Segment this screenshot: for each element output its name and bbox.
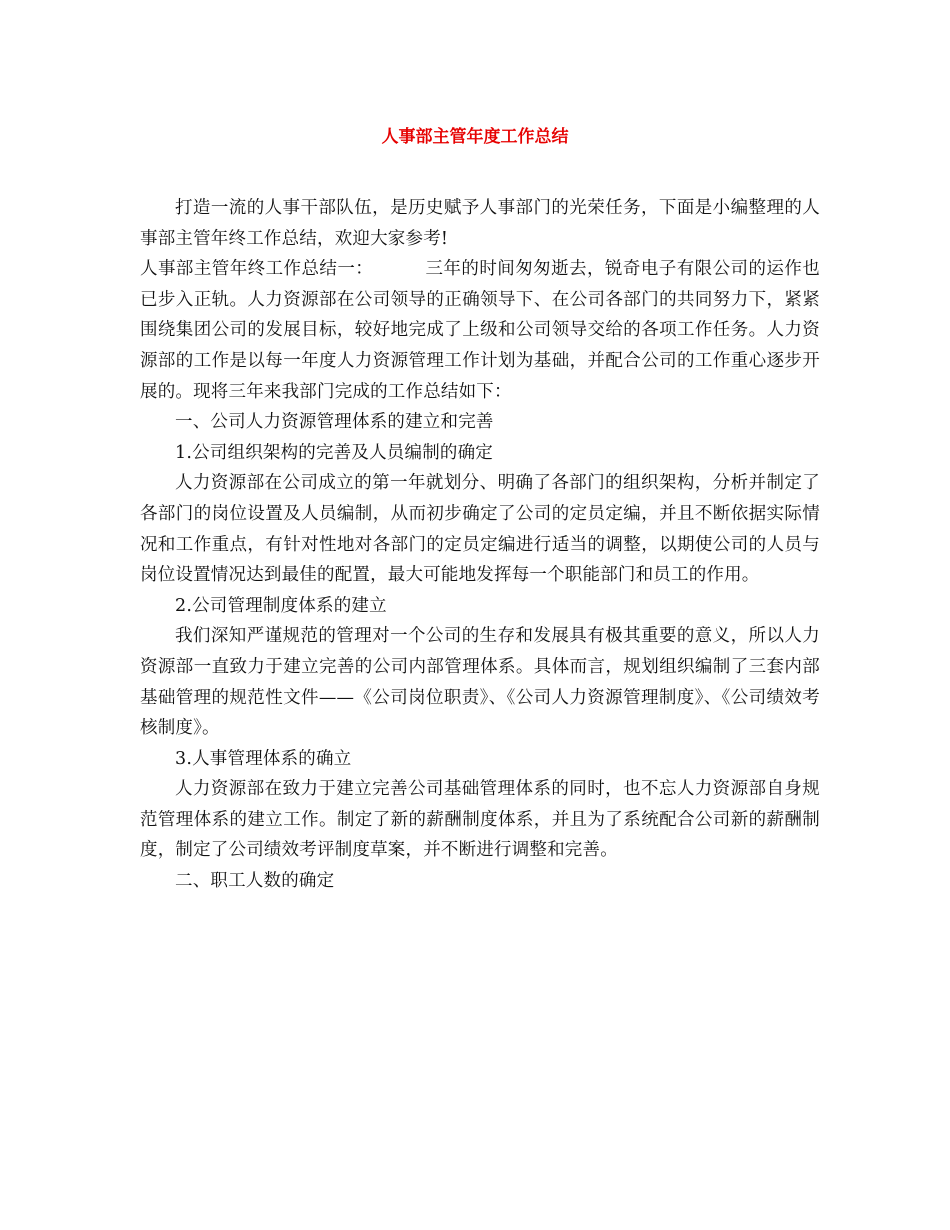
summary-heading: 人事部主管年终工作总结一： xyxy=(140,259,374,280)
subsection-heading-1: 1.公司组织架构的完善及人员编制的确定 xyxy=(175,442,493,463)
section-heading-2: 二、职工人数的确定 xyxy=(175,871,335,892)
document-body xyxy=(140,193,820,897)
subsection-heading-3: 3.人事管理体系的确立 xyxy=(175,748,352,769)
subsection-paragraph-1: 人力资源部在公司成立的第一年就划分、明确了各部门的组织架构，分析并制定了各部门的岗位设置及人员编制，从而初步确定了公司的定员定编，并且不断依据实际情况和工作重点，有针对性地对各部门的定员定编进行适当的调整，以期使公司的人员与岗位设置情况达到最佳的配置，最大可能地发挥每一个职能部门和员工的作用。 xyxy=(140,473,820,586)
summary-paragraph xyxy=(140,254,820,407)
document-title: 人事部主管年度工作总结 xyxy=(381,127,569,147)
subsection-paragraph-2: 我们深知严谨规范的管理对一个公司的生存和发展具有极其重要的意义，所以人力资源部一直致力于建立完善的公司内部管理体系。具体而言，规划组织编制了三套内部基础管理的规范性文件——《公司岗位职责》、《公司人力资源管理制度》、《公司绩效考核制度》。 xyxy=(140,626,820,739)
intro-paragraph: 打造一流的人事干部队伍，是历史赋予人事部门的光荣任务，下面是小编整理的人事部主管年终工作总结，欢迎大家参考! xyxy=(140,198,820,249)
subsection-heading-2: 2.公司管理制度体系的建立 xyxy=(175,595,387,616)
section-heading-1: 一、公司人力资源管理体系的建立和完善 xyxy=(175,412,494,433)
summary-body: 三年的时间匆匆逝去，锐奇电子有限公司的运作也已步入正轨。人力资源部在公司领导的正确领导下、在公司各部门的共同努力下，紧紧围绕集团公司的发展目标，较好地完成了上级和公司领导交给的各项工作任务。人力资源部的工作是以每一年度人力资源管理工作计划为基础，并配合公司的工作重心逐步开展的。现将三年来我部门完成的工作总结如下： xyxy=(140,259,820,402)
subsection-paragraph-3: 人力资源部在致力于建立完善公司基础管理体系的同时，也不忘人力资源部自身规范管理体系的建立工作。制定了新的薪酬制度体系，并且为了系统配合公司新的薪酬制度，制定了公司绩效考评制度草案，并不断进行调整和完善。 xyxy=(140,779,820,861)
